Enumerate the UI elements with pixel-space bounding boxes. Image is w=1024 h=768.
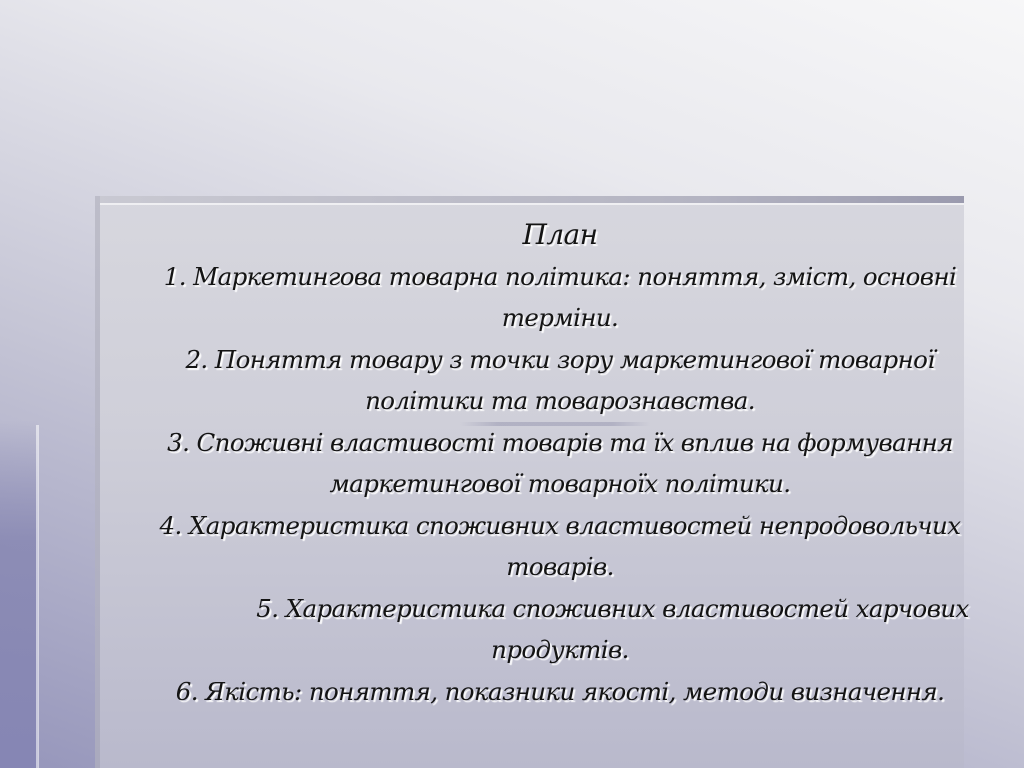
plan-item-3-line-2: маркетингової товарноїх політики. <box>329 469 791 498</box>
plan-item-3-line-1: 3. Споживні властивості товарів та їх вплив на формування <box>167 427 953 457</box>
plan-item-5-line-1: 5. Характеристика споживних властивостей харчових <box>256 593 969 623</box>
slide-content <box>150 214 970 712</box>
panel-top-edge <box>95 196 964 203</box>
plan-item-1-line-1: 1. Маркетингова товарна політика: поняття, зміст, основні <box>163 261 957 291</box>
panel-top-edge-highlight <box>95 203 964 205</box>
plan-item-5-line-2: продуктів. <box>491 635 629 664</box>
panel-left-edge <box>95 196 100 768</box>
decorative-left-strip-highlight <box>36 425 39 768</box>
plan-item-6-line-1: 6. Якість: поняття, показники якості, методи визначення. <box>175 676 945 706</box>
plan-item-1-line-2: терміни. <box>501 303 619 332</box>
decorative-left-strip <box>0 420 38 768</box>
plan-item-4-line-2: товарів. <box>506 552 614 581</box>
plan-item-2-line-1: 2. Поняття товару з точки зору маркетингової товарної <box>185 344 935 374</box>
plan-item-4-line-1: 4. Характеристика споживних властивостей непродовольчих <box>159 510 961 540</box>
plan-item-2-line-2: політики та товарознавства. <box>365 386 755 415</box>
slide-title: План <box>522 218 598 251</box>
